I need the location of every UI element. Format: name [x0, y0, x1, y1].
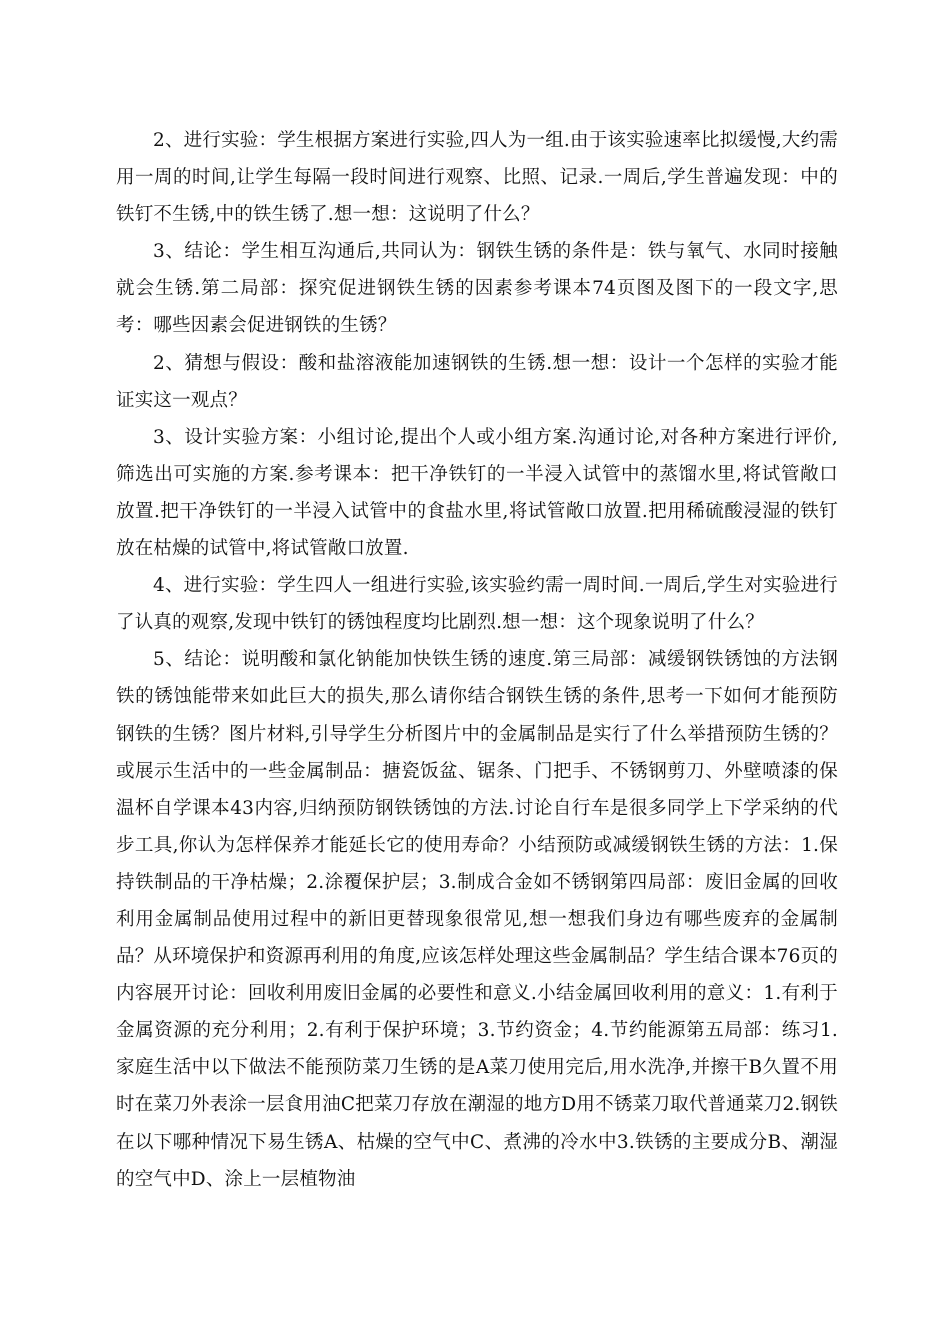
paragraph-conclusion-2: 5、结论：说明酸和氯化钠能加快铁生锈的速度.第三局部：减缓钢铁锈蚀的方法钢铁的锈蚀能带来如此巨大的损失,那么请你结合钢铁生锈的条件,思考一下如何才能预防钢铁的生锈？图片材料,引导学生分析图片中的金属制品是实行了什么举措预防生锈的？或展示生活中的一些金属制品：搪瓷饭盆、锯条、门把手、不锈钢剪刀、外壁喷漆的保温杯自学课本43内容,归纳预防钢铁锈蚀的方法.讨论自行车是很多同学上下学采纳的代步工具,你认为怎样保养才能延长它的使用寿命？小结预防或减缓钢铁生锈的方法：1.保持铁制品的干净枯燥；2.涂覆保护层；3.制成合金如不锈钢第四局部：废旧金属的回收利用金属制品使用过程中的新旧更替现象很常见,想一想我们身边有哪些废弃的金属制品？从环境保护和资源再利用的角度,应该怎样处理这些金属制品？学生结合课本76页的内容展开讨论：回收利用废旧金属的必要性和意义.小结金属回收利用的意义：1.有利于金属资源的充分利用；2.有利于保护环境；3.节约资金；4.节约能源第五局部：练习1.家庭生活中以下做法不能预防菜刀生锈的是A菜刀使用完后,用水洗净,并擦干B久置不用时在菜刀外表涂一层食用油C把菜刀存放在潮湿的地方D用不锈菜刀取代普通菜刀2.钢铁在以下哪种情况下易生锈A、枯燥的空气中C、煮沸的冷水中3.铁锈的主要成分B、潮湿的空气中D、涂上一层植物油: [116, 649, 838, 1190]
paragraph-design-plan: 3、设计实验方案：小组讨论,提出个人或小组方案.沟通讨论,对各种方案进行评价,筛选出可实施的方案.参考课本：把干净铁钉的一半浸入试管中的蒸馏水里,将试管敞口放置.把干净铁钉的一半浸入试管中的食盐水里,将试管敞口放置.把用稀硫酸浸湿的铁钉放在枯燥的试管中,将试管敞口放置.: [116, 426, 838, 560]
paragraph-conclusion-1: 3、结论：学生相互沟通后,共同认为：钢铁生锈的条件是：铁与氧气、水同时接触就会生锈.第二局部：探究促进钢铁生锈的因素参考课本74页图及图下的一段文字,思考：哪些因素会促进钢铁的生锈？: [116, 241, 838, 337]
paragraph-experiment-1: 2、进行实验：学生根据方案进行实验,四人为一组.由于该实验速率比拟缓慢,大约需用一周的时间,让学生每隔一段时间进行观察、比照、记录.一周后,学生普遍发现：中的铁钉不生锈,中的铁生锈了.想一想：这说明了什么？: [116, 130, 838, 226]
paragraph-hypothesis: 2、猜想与假设：酸和盐溶液能加速钢铁的生锈.想一想：设计一个怎样的实验才能证实这一观点？: [116, 352, 838, 411]
document-body: [116, 122, 838, 1198]
paragraph-experiment-2: 4、进行实验：学生四人一组进行实验,该实验约需一周时间.一周后,学生对实验进行了认真的观察,发现中铁钉的锈蚀程度均比剧烈.想一想：这个现象说明了什么？: [116, 575, 838, 634]
